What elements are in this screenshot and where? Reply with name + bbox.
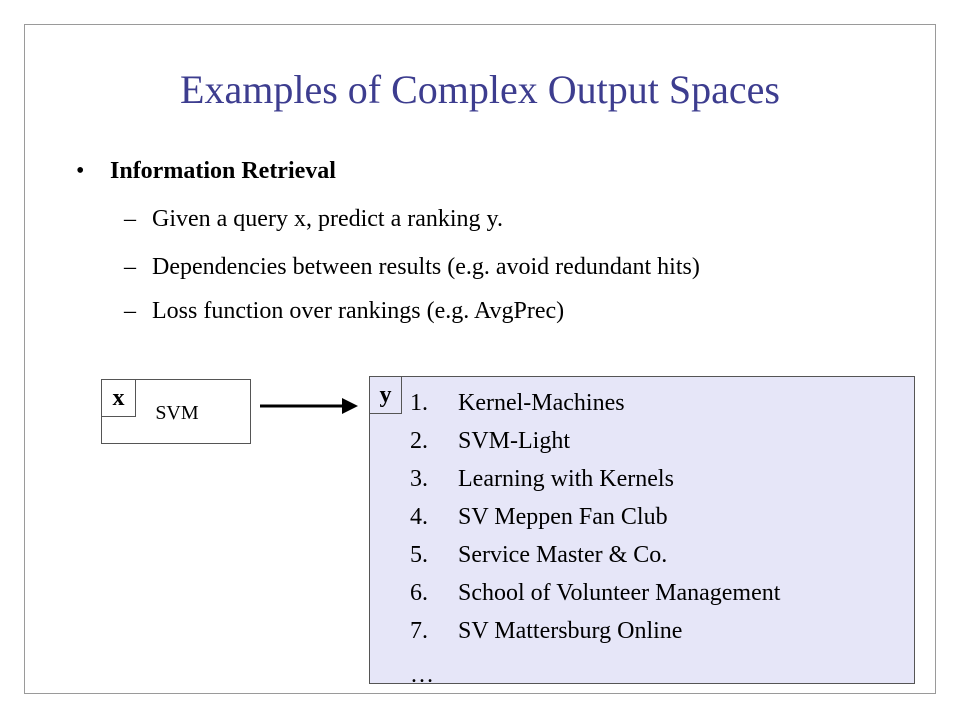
bullet-marker: • [76,158,85,184]
rank-number: 1. [410,390,428,416]
rank-number: 6. [410,580,428,606]
rank-text: Service Master & Co. [458,542,668,568]
sub-item [124,250,700,284]
rank-text: Learning with Kernels [458,466,674,492]
svm-label: SVM [155,402,199,424]
bullet-heading: Information Retrieval [110,158,336,184]
rank-text: SVM-Light [458,428,571,454]
sub-item-text: Dependencies between results (e.g. avoid redundant hits) [152,254,700,280]
rank-number: 3. [410,466,428,492]
ranking-list [410,384,780,650]
rank-text: SV Meppen Fan Club [458,504,668,530]
sub-marker: – [124,206,136,232]
rank-number: 4. [410,504,428,530]
sub-item [124,202,503,236]
ranking-item [410,536,780,574]
rank-text: SV Mattersburg Online [458,618,683,644]
rank-text: School of Volunteer Management [458,580,781,606]
sub-marker: – [124,254,136,280]
sub-marker: – [124,298,136,324]
ranking-item [410,612,780,650]
arrow-icon [258,395,360,417]
slide-title: Examples of Complex Output Spaces [180,67,780,112]
sub-item-text: Loss function over rankings (e.g. AvgPrec) [152,298,565,324]
input-x-box: x [101,379,136,417]
output-y-box: y [369,376,402,414]
ranking-item [410,498,780,536]
rank-number: 2. [410,428,428,454]
ranking-item [410,574,780,612]
ranking-ellipsis: … [410,662,434,688]
ranking-item [410,460,780,498]
ranking-item [410,384,780,422]
rank-number: 5. [410,542,428,568]
rank-number: 7. [410,618,428,644]
bullet-information-retrieval [76,154,336,188]
rank-text: Kernel-Machines [458,390,625,416]
sub-item-text: Given a query x, predict a ranking y. [152,206,503,232]
sub-item [124,294,564,328]
ranking-item [410,422,780,460]
